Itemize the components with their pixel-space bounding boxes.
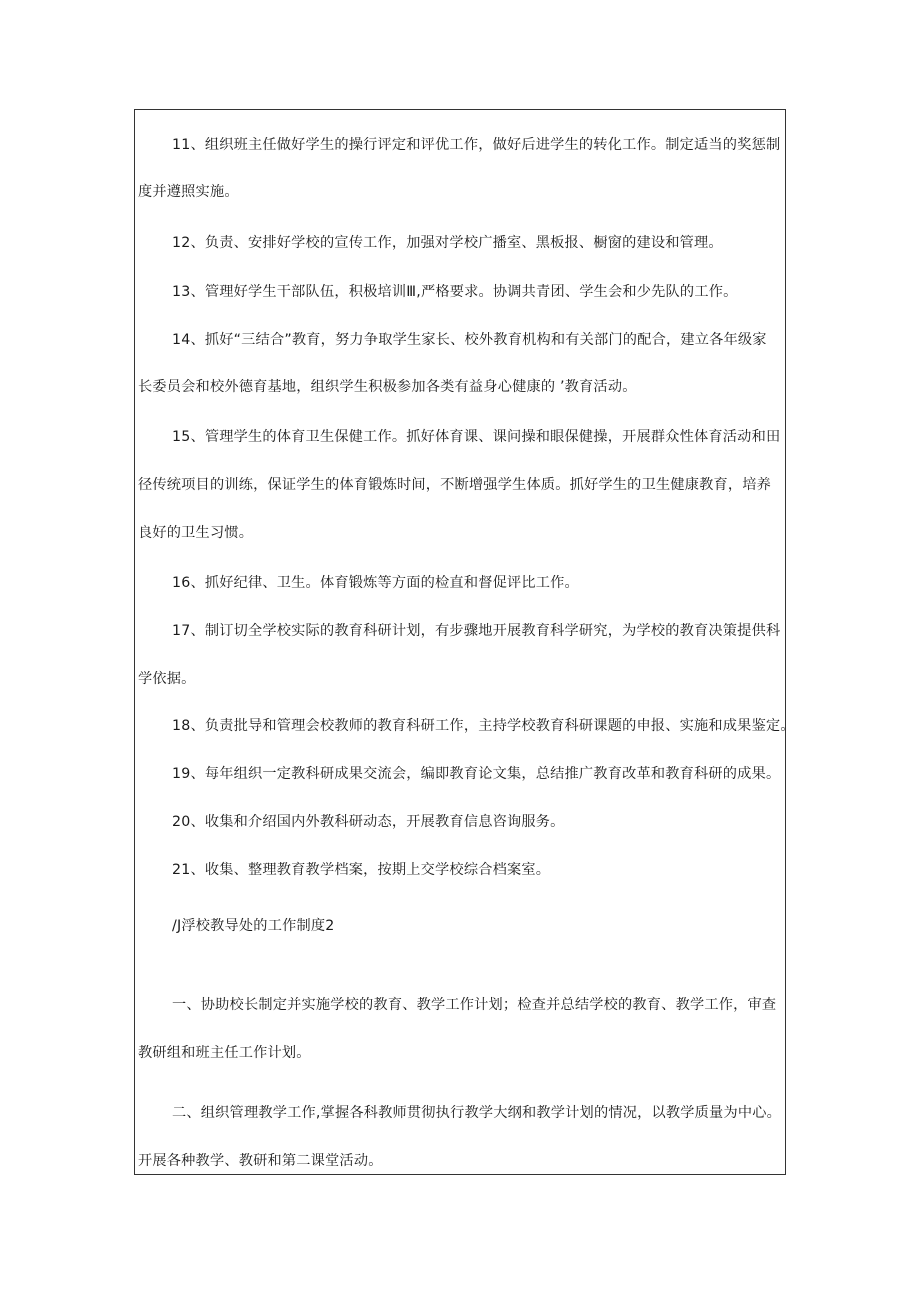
item-15-line-2: 径传统项目的训练，保证学生的体育锻炼时间，不断增强学生体质。抓好学生的卫生健康教育，培养	[138, 477, 772, 493]
section-heading: /J浮校教导处的工作制度2	[172, 918, 335, 934]
section-item-1-line-2: 教研组和班主任工作计划。	[138, 1045, 311, 1061]
item-17-line-2: 学依据。	[138, 671, 196, 687]
item-15-line-3: 良好的卫生习惯。	[138, 525, 254, 541]
item-14-line-1: 14、抓好“三结合”教育，努力争取学生家长、校外教育机构和有关部门的配合，建立各年级家	[172, 332, 767, 348]
section-item-1-line-1: 一、协助校长制定并实施学校的教育、教学工作计划；检查并总结学校的教育、教学工作，审查	[172, 997, 777, 1013]
item-14-line-2: 长委员会和校外德育基地，组织学生积极参加各类有益身心健康的 ’教育活动。	[138, 379, 637, 395]
item-18: 18、负责批导和管理会校教师的教育科研工作，主持学校教育科研课题的申报、实施和成果鉴定。	[172, 718, 795, 734]
item-12: 12、负责、安排好学校的宣传工作，加强对学校广播室、黑板报、橱窗的建设和管理。	[172, 235, 723, 251]
page-frame	[134, 109, 795, 1175]
item-11-line-2: 度并遵照实施。	[138, 184, 239, 200]
item-19: 19、每年组织一定教科研成果交流会，编即教育论文集，总结推广教育改革和教育科研的成果。	[172, 766, 781, 782]
item-15-line-1: 15、管理学生的体育卫生保健工作。抓好体育课、课问操和眼保健操，开展群众性体育活动和田	[172, 429, 781, 445]
item-21: 21、收集、整理教育教学档案，按期上交学校综合档案室。	[172, 862, 551, 878]
section-item-2-line-2: 开展各种教学、教研和第二课堂活动。	[138, 1153, 383, 1169]
item-13: 13、管理好学生干部队伍，积极培训Ⅲ,严格要求。协调共青团、学生会和少先队的工作。	[172, 284, 738, 300]
item-11-line-1: 11、组织班主任做好学生的操行评定和评优工作，做好后进学生的转化工作。制定适当的奖惩制	[172, 137, 781, 153]
item-16: 16、抓好纪律、卫生。体育锻炼等方面的检直和督促评比工作。	[172, 575, 579, 591]
item-17-line-1: 17、制订切全学校实际的教育科研计划，有步骤地开展教育科学研究，为学校的教育决策提供科	[172, 623, 781, 639]
item-20: 20、收集和介绍国内外教科研动态，开展教育信息咨询服务。	[172, 814, 565, 830]
section-item-2-line-1: 二、组织管理教学工作,掌握各科教师贯彻执行教学大纲和教学计划的情况，以教学质量为中心。	[172, 1105, 781, 1121]
